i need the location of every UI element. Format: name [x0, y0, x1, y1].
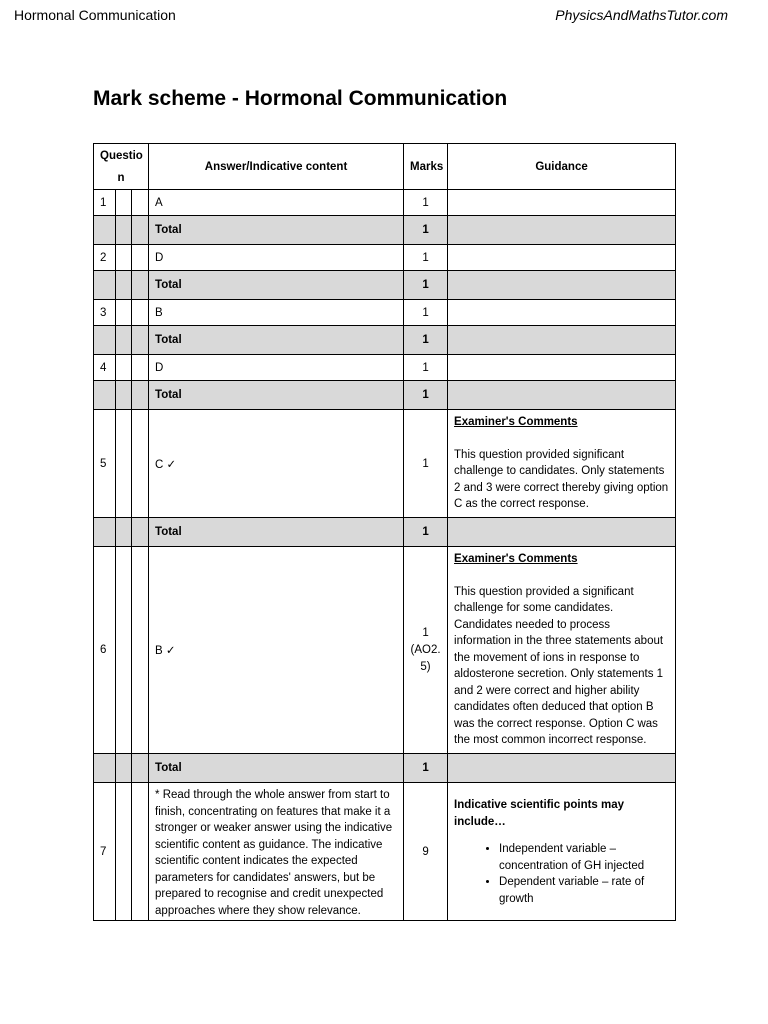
examiner-comments-text: This question provided a significant challenge for some candidates. Candidates needed to process information in the three statements about the movement of ions in response to aldosterone secretion. Only statements 1 and 2 were correct and higher ability candidates often deduced that option B was the correct response. Option C was the most common incorrect response.: [454, 585, 664, 746]
table-header-row: [94, 144, 676, 190]
total-label: Total: [149, 326, 404, 355]
header-left-title: Hormonal Communication: [14, 7, 176, 23]
indicative-points-list: [454, 841, 669, 907]
total-row: [94, 216, 676, 245]
answer-cell: B ✓: [149, 547, 404, 754]
indicative-points-heading: Indicative scientific points may include…: [454, 799, 625, 828]
answer-cell: B: [149, 300, 404, 326]
guidance-cell: [448, 300, 676, 326]
col-question-header: Questio n: [94, 144, 149, 190]
guidance-cell: [448, 355, 676, 381]
guidance-cell: [448, 245, 676, 271]
examiner-comments-text: This question provided significant challenge to candidates. Only statements 2 and 3 were correct thereby giving option C as the correct response.: [454, 448, 669, 510]
total-label: Total: [149, 381, 404, 410]
total-row: [94, 518, 676, 547]
table-row: [94, 245, 676, 271]
total-row: [94, 271, 676, 300]
marks-cell: 1: [404, 190, 448, 216]
question-number: 1: [94, 190, 116, 216]
list-item: • Independent variable – concentration of GH injected: [499, 841, 669, 874]
total-row: [94, 381, 676, 410]
total-marks: 1: [404, 518, 448, 547]
total-label: Total: [149, 216, 404, 245]
page-title: Mark scheme - Hormonal Communication: [93, 87, 508, 110]
total-marks: 1: [404, 271, 448, 300]
total-row: [94, 754, 676, 783]
question-number: 5: [94, 410, 116, 518]
col-marks-header: Marks: [404, 144, 448, 190]
total-label: Total: [149, 518, 404, 547]
marks-cell: 1: [404, 410, 448, 518]
guidance-cell: [448, 410, 676, 518]
answer-cell: A: [149, 190, 404, 216]
guidance-cell: [448, 190, 676, 216]
marks-cell: 1 (AO2. 5): [404, 547, 448, 754]
table-row: [94, 783, 676, 921]
answer-cell: * Read through the whole answer from start to finish, concentrating on features that make it a stronger or weaker answer using the indicative scientific content as guidance. The indicative scientific content indicates the expected parameters for candidates' answers, but be prepared to recognise and credit unexpected approaches where they show relevance.: [149, 783, 404, 921]
table-row: [94, 300, 676, 326]
table-row: [94, 547, 676, 754]
answer-cell: D: [149, 355, 404, 381]
marks-cell: 1: [404, 245, 448, 271]
total-row: [94, 326, 676, 355]
mark-scheme-table: [93, 143, 676, 921]
answer-cell: C ✓: [149, 410, 404, 518]
examiner-comments-heading: Examiner's Comments: [454, 416, 578, 428]
list-item: • Dependent variable – rate of growth: [499, 874, 669, 907]
total-label: Total: [149, 754, 404, 783]
col-guidance-header: Guidance: [448, 144, 676, 190]
table-row: [94, 355, 676, 381]
guidance-cell: [448, 783, 676, 921]
table-row: [94, 190, 676, 216]
guidance-cell: [448, 547, 676, 754]
total-marks: 1: [404, 326, 448, 355]
header-right-site: PhysicsAndMathsTutor.com: [555, 7, 728, 23]
question-number: 6: [94, 547, 116, 754]
col-answer-header: Answer/Indicative content: [149, 144, 404, 190]
total-marks: 1: [404, 754, 448, 783]
question-number: 4: [94, 355, 116, 381]
examiner-comments-heading: Examiner's Comments: [454, 553, 578, 565]
question-number: 2: [94, 245, 116, 271]
marks-cell: 1: [404, 355, 448, 381]
table-row: [94, 410, 676, 518]
marks-cell: 9: [404, 783, 448, 921]
total-marks: 1: [404, 381, 448, 410]
total-marks: 1: [404, 216, 448, 245]
total-label: Total: [149, 271, 404, 300]
question-number: 7: [94, 783, 116, 921]
answer-cell: D: [149, 245, 404, 271]
question-number: 3: [94, 300, 116, 326]
marks-cell: 1: [404, 300, 448, 326]
